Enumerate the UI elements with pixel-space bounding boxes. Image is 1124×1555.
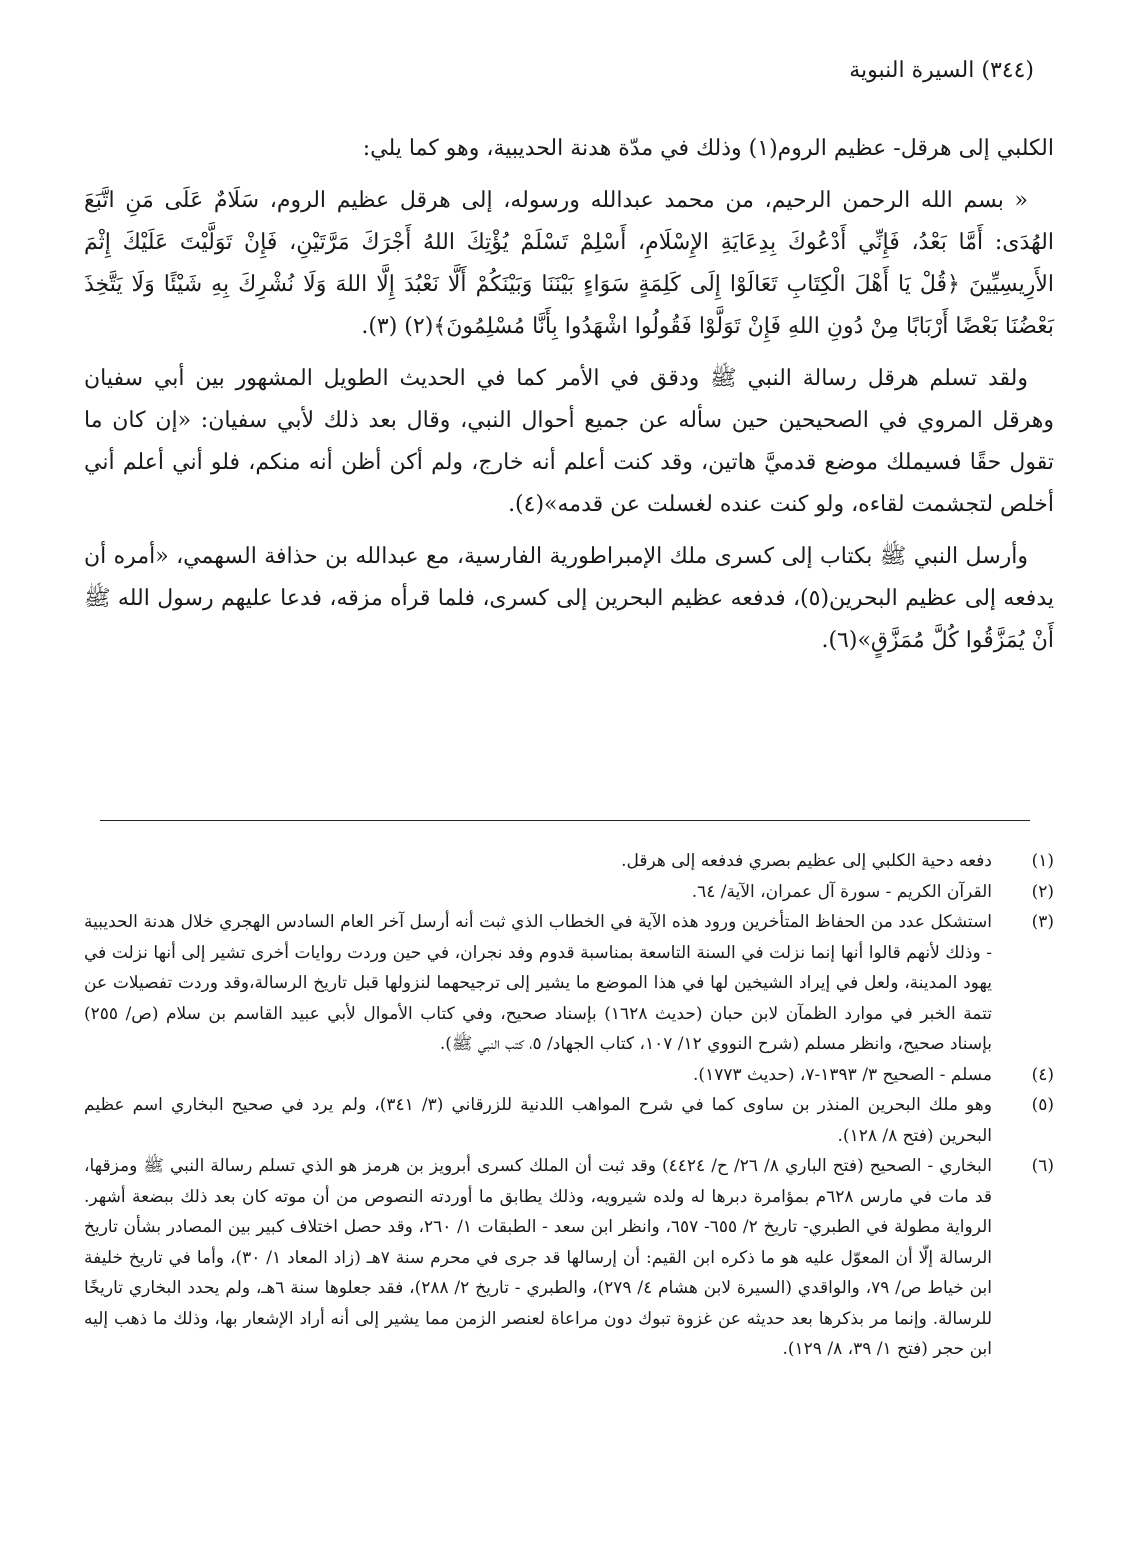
- footnote-text: البخاري - الصحيح (فتح الباري ٨/ ٢٦/ ح/ ٤٤٢٤) وقد ثبت أن الملك كسرى أبرويز بن هرمز هو الذي تسلم رسالة النبي ﷺ ومزقها، قد مات في مارس ٦٢٨م بمؤامرة دبرها له ولده شيرويه، وذلك يطابق ما أوردته النصوص من أن موته كان بعد ذلك ببضعة أشهر. الرواية مطولة في الطبري- تاريخ ٢/ ٦٥٥- ٦٥٧، وانظر ابن سعد - الطبقات ١/ ٢٦٠، وقد حصل اختلاف كبير بين المصادر بشأن تاريخ الرسالة إلّا أن المعوّل عليه هو ما ذكره ابن القيم: أن إرسالها قد جرى في محرم سنة ٧هـ (زاد المعاد ١/ ٣٠)، وأما في تاريخ خليفة ابن خياط ص/ ٧٩، والواقدي (السيرة لابن هشام ٤/ ٢٧٩)، والطبري - تاريخ ٢/ ٢٨٨)، فقد جعلوها سنة ٦هـ، ولم يحدد البخاري تاريخًا للرسالة. وإنما مر بذكرها بعد حديثه عن غزوة تبوك دون مراعاة لعنصر الزمن مما يشير إلى أنه أراد الإشعار بها، وذلك ما ذهب إليه ابن حجر (فتح ١/ ٣٩، ٨/ ١٢٩).: [84, 1156, 993, 1359]
- footnote-number: (٥): [1031, 1095, 1054, 1115]
- footnote-number: (٣): [1031, 912, 1054, 932]
- footnote: [84, 1060, 1054, 1091]
- footnote-text: استشكل عدد من الحفاظ المتأخرين ورود هذه الآية في الخطاب الذي ثبت أنه أرسل آخر العام السادس الهجري خلال هدنة الحديبية - وذلك لأنهم قالوا أنها إنما نزلت في السنة التاسعة بمناسبة قدوم وفد نجران، في حين وردت روايات أخرى تشير إلى أنها نزلت في يهود المدينة، ولعل في إيراد الشيخين لها في هذا الموضع ما يشير إلى ترجيحهما لنزولها قبل تاريخ الرسالة،وقد وردت تفصيلات عن تتمة الخبر في موارد الظمآن لابن حبان (حديث ١٦٢٨) بإسناد صحيح، وفي كتاب الأموال لأبي عبيد القاسم بن سلام (ص/ ٢٥٥) بإسناد صحيح، وانظر مسلم (شرح النووي ١٢/ ١٠٧، كتاب الجهاد/ ٥، كتب النبي ﷺ).: [84, 912, 992, 1054]
- footnotes: [84, 846, 1054, 1365]
- footnote: [84, 846, 1054, 877]
- footnote-number: (١): [1031, 851, 1054, 871]
- footnote-text: وهو ملك البحرين المنذر بن ساوى كما في شرح المواهب اللدنية للزرقاني (٣/ ٣٤١)، ولم يرد في صحيح البخاري اسم عظيم البحرين (فتح ٨/ ١٢٨).: [84, 1095, 992, 1146]
- footnote-divider: [100, 820, 1030, 821]
- footnote-number: (٤): [1031, 1064, 1054, 1085]
- paragraph: الكلبي إلى هرقل- عظيم الروم(١) وذلك في مدّة هدنة الحديبية، وهو كما يلي:: [362, 136, 1054, 161]
- footnote: [84, 877, 1054, 908]
- paragraph: وأرسل النبي ﷺ بكتاب إلى كسرى ملك الإمبراطورية الفارسية، مع عبدالله بن حذافة السهمي، «أمره أن يدفعه إلى عظيم البحرين(٥)، فدفعه عظيم البحرين إلى كسرى، فلما قرأه مزقه، فدعا عليهم رسول الله ﷺ أَنْ يُمَزَّقُوا كُلَّ مُمَزَّقٍ»(٦).: [84, 544, 1054, 653]
- footnote: [84, 1151, 1054, 1365]
- footnote-number: (٢): [1031, 881, 1054, 902]
- footnote-number: (٦): [1031, 1156, 1054, 1176]
- paragraph: « بسم الله الرحمن الرحيم، من محمد عبدالله ورسوله، إلى هرقل عظيم الروم، سَلَامٌ عَلَى مَنِ اتَّبَعَ الهُدَى: أَمَّا بَعْدُ، فَإِنِّي أَدْعُوكَ بِدِعَايَةِ الإِسْلَامِ، أَسْلِمْ تَسْلَمْ يُؤْتِكَ اللهُ أَجْرَكَ مَرَّتَيْنِ، فَإِنْ تَوَلَّيْتَ عَلَيْكَ إِثْمَ الأَرِيسِيِّينَ ﴿قُلْ يَا أَهْلَ الْكِتَابِ تَعَالَوْا إِلَى كَلِمَةٍ سَوَاءٍ بَيْنَنَا وَبَيْنَكُمْ أَلَّا نَعْبُدَ إِلَّا اللهَ وَلَا نُشْرِكَ بِهِ شَيْئًا وَلَا يَتَّخِذَ بَعْضُنَا بَعْضًا أَرْبَابًا مِنْ دُونِ اللهِ فَإِنْ تَوَلَّوْا فَقُولُوا اشْهَدُوا بِأَنَّا مُسْلِمُونَ﴾(٢) (٣).: [84, 188, 1054, 339]
- footnote-text: مسلم - الصحيح ٣/ ١٣٩٣-٧، (حديث ١٧٧٣).: [693, 1064, 992, 1085]
- footnote: [84, 1090, 1054, 1151]
- footnote: [84, 907, 1054, 1060]
- main-text: [84, 128, 1054, 672]
- footnote-text: دفعه دحية الكلبي إلى عظيم بصري فدفعه إلى هرقل.: [621, 851, 992, 871]
- footnote-text: القرآن الكريم - سورة آل عمران، الآية/ ٦٤.: [691, 881, 992, 902]
- paragraph: ولقد تسلم هرقل رسالة النبي ﷺ ودقق في الأمر كما في الحديث الطويل المشهور بين أبي سفيان وهرقل المروي في الصحيحين حين سأله عن جميع أحوال النبي، وقال بعد ذلك لأبي سفيان: «إن كان ما تقول حقًا فسيملك موضع قدميَّ هاتين، وقد كنت أعلم أنه خارج، ولم أكن أظن أنه منكم، فلو أني أعلم أني أخلص لتجشمت لقاءه، ولو كنت عنده لغسلت عن قدمه»(٤).: [84, 366, 1054, 517]
- running-header: (٣٤٤) السيرة النبوية: [849, 58, 1034, 83]
